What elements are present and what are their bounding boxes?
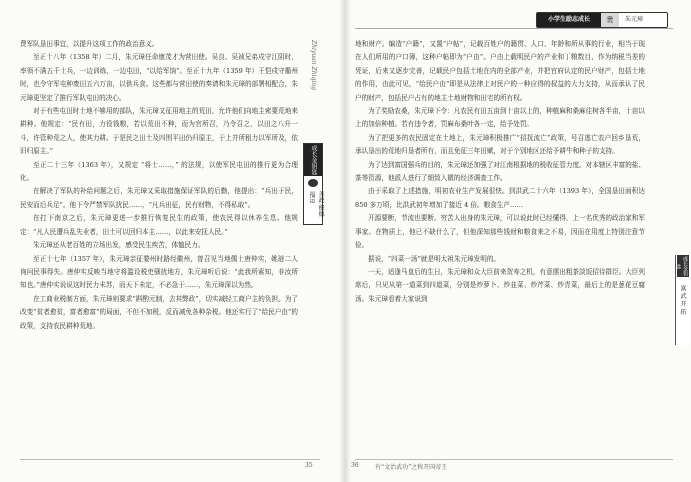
- paragraph: 为了达到富国强兵的目的，朱元璋还加强了对江南根据地的税收征管力度。对本辖区丰富的盐、茶等资源，他派人进行了细致入微的经济调查工作。: [355, 160, 645, 183]
- vertical-tab-text: 富 武 开 拓: [679, 285, 686, 315]
- paragraph: 为了把更多的农民固定在土地上，朱元璋积极推广“招抚流亡”政策，号召逃亡农户回乡垦荒，承认垦出的荒地归垦者所有，而且免征三年田赋，对于个别地区还给予耕牛和种子的支持。: [355, 133, 645, 156]
- seal-icon: [308, 179, 318, 187]
- vertical-tab-title: 成长金钥匙: [675, 256, 688, 276]
- paragraph: 一天，适逢马皇后的生日，朱元璋和众大臣前来贺寿之机，有意摆出粗茶淡饭招待群臣。大臣列席后，只见从第一道菜到四道菜，分别是炒萝卜、炒韭菜、炒芹菜、炒青菜，最后上的是葱花豆腐汤。朱元璋看着大家说到: [355, 267, 645, 303]
- footer-title: 有“文治武功”之称开国帝王: [375, 464, 448, 471]
- book-gutter: [339, 0, 351, 482]
- footer-rule: [355, 459, 673, 460]
- right-page: [345, 0, 691, 482]
- growth-key-box: [303, 143, 323, 225]
- series-character: 贵: [601, 13, 619, 27]
- page-number-right: 36: [351, 462, 359, 469]
- left-body-text: [20, 38, 298, 333]
- paragraph: 为了奖励农桑，朱元璋下令：凡农民有田五亩到十亩以上的，种植麻和桑麻往树各半亩，十亩以上的加倍种植。若有违令者，罚麻布桑叶各一定，给予处罚。: [355, 107, 645, 129]
- paragraph: 开源要断，节流也要断。穷苦人出身的朱元璋，可以说此时已经懂得，上一名优秀的政治家和军事家。在物质上，他已不缺什么了，但他深知那些钱财和粮食来之不易，因而在用度上特别注意节俭。: [355, 214, 645, 250]
- series-label: 小学生励志成长: [537, 13, 601, 27]
- series-banner: [536, 12, 668, 28]
- paragraph: 至正十八年（1358 年）二月，朱元璋任命康茂才为营田使。吴良、吴祯兄弟戍守江阴时，率领不满五千士兵，一边训练，一边屯田，“以给军饷”。至正十九年（1359 年）王恺戍守衢州时，也令守军屯种废田五六万亩，以供兵食。这些都与营田使的奏请和朱元璋的部署相配合，朱元璋更坚定了推行军队屯田的决心。: [20, 53, 298, 102]
- vertical-caption: Zhiyuan Zhiqing: [310, 40, 317, 90]
- page-number-left: 35: [305, 462, 313, 469]
- right-body-text: [355, 38, 645, 306]
- paragraph: 费军队垦田事宜，以提升这项工作的政治意义。: [20, 40, 159, 48]
- header-rule: [355, 28, 673, 29]
- paragraph: 朱元璋还从老百姓的立场出发，感受民生疾苦，体恤民力。: [33, 241, 205, 250]
- paragraph: 在解决了军队的补给问题之后，朱元璋又采取措施保证军队的后勤，他提出：“兵出于民，民安而后兵足”。他下令严禁军队扰民……，“凡兵出征，民有财物，不得私取”。: [20, 187, 298, 209]
- vertical-tab: [675, 255, 690, 345]
- paragraph: 至正二十三年（1363 年），又规定 “将士……，” 的法规，以使军民屯田的推行更为合理化。: [20, 160, 298, 183]
- left-page: [0, 0, 345, 482]
- paragraph: 至正十七年（1357 年），朱元璋亲征婺州时路经徽州，曾召见当地儒士唐仲实，姚琏二人询问民事得失。唐仲实反映当地守将滥设税吏骚扰地方，朱元璋听后说：“此我所素知，非汝所知也。”唐仲实说说这时民力未苏，而天下未定，不必急于……，朱元璋深以为然。: [20, 254, 298, 290]
- paragraph: 对于有些屯田时土地不够用的部队，朱元璋又征用地主的荒田，允许他们向地主索要荒地来耕种。他规定：“民有田，力役钱粮，若以荒田不种，而为官所召，乃令召之，以田之八升一斗，许管种荒之人，使其力耕。于是民之田土及四围平田仍归原主，于上并所租力以军所及，依旧归原主。”: [20, 107, 298, 156]
- paragraph: 据说，“四菜一汤”就是明太祖朱元璋发明的。: [368, 254, 501, 263]
- paragraph: 由于采取了上述措施，明初农业生产发展很快。到洪武二十六年（1393 年），全国垦田面积达 850 多万顷，比洪武初年增加了接近 4 倍。粮食生产……: [355, 187, 645, 209]
- chapter-name: 朱元璋: [625, 16, 644, 23]
- growth-key-subtitle: 善政 积德 福运: [308, 191, 324, 217]
- paragraph: 在打下南京之后，朱元璋更进一步推行恢复民生的政策，使农民得以休养生息。他规定：“凡人民遭兵乱失业者，田土可以回归本主……，以此来安抚人民。”: [20, 214, 298, 236]
- growth-key-title: 成长金钥匙: [304, 144, 322, 176]
- paragraph: 地和财产。编造“户籍”，又置“户帖”，记载百姓户的籍贯、人口、年龄和所从事的行业，相当于现在人们所用的户口簿，这种户帖即为“户由”。户由上载明民户的产业和丁粮数目，作为纳税当差的凭证，后来又逐步完善，记载民户包括土地在内的全部产业，并把官府认定的民户财产，包括土地的作用，由此可见，“给民户由”即是从法律上对民户的一种应得的权益的大力支持，从而承认了民户的财产，包括民户占有的地主土地财物和田宅的所有权。: [355, 40, 645, 102]
- footer-rule: [20, 459, 320, 460]
- paragraph: 在工商业税制方面，朱元璋则要求“斟酌元制，去其弊政”，切实减轻工商户主的负担。为了改变“贫者愈贫，富者愈富”的局面，不但不加税，反而减免各种杂税。他还实行了“给民户由”的政策，支持农民耕种荒地。: [20, 294, 298, 330]
